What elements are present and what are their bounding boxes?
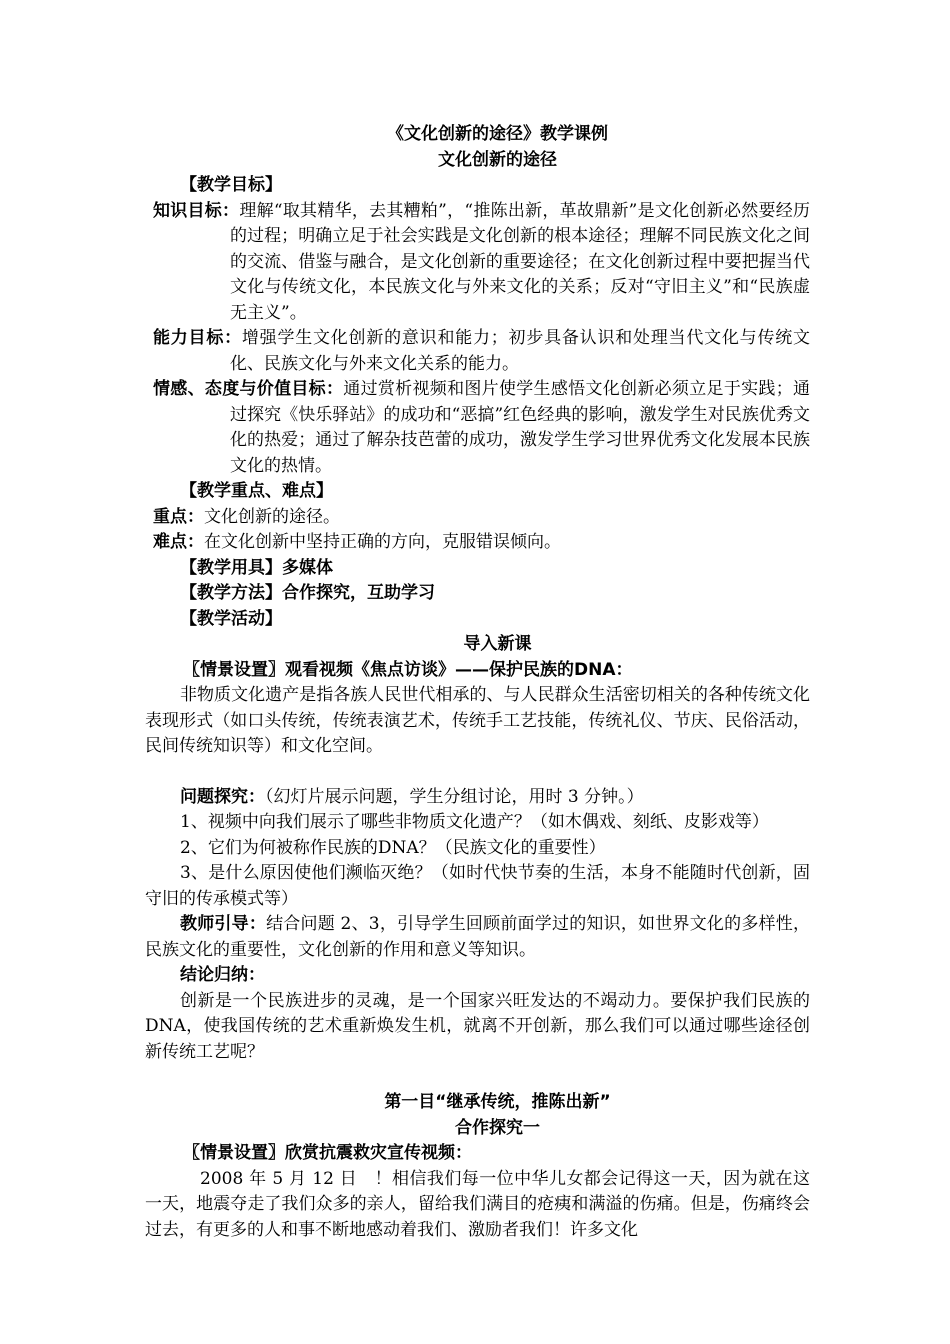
- key-label: 重点：: [153, 506, 204, 527]
- scene2-text: 2008 年 5 月 12 日 ！相信我们每一位中华儿女都会记得这一天，因为就在这一天，地震夺走了我们众多的亲人，留给我们满目的疮痍和满溢的伤痛。但是，伤痛终会过去，有更多的人和事不断地感动着我们、激励者我们！许多文化: [145, 1168, 810, 1240]
- ability-label: 能力目标：: [153, 328, 242, 348]
- question-3: 3、是什么原因使他们濒临灭绝？（如时代快节奏的生活，本身不能随时代创新，固守旧的传承模式等）: [145, 863, 810, 909]
- document-subtitle: 文化创新的途径: [438, 149, 557, 170]
- scene1-text: 非物质文化遗产是指各族人民世代相承的、与人民群众生活密切相关的各种传统文化表现形式（如口头传统，传统表演艺术，传统手工艺技能，传统礼仪、节庆、民俗活动，民间传统知识等）和文化空间。: [145, 685, 810, 756]
- spacer: [145, 760, 810, 785]
- difficult-text: 在文化创新中坚持正确的方向，克服错误倾向。: [204, 532, 561, 552]
- emotion-label: 情感、态度与价值目标：: [153, 379, 344, 399]
- knowledge-text: 理解“取其精华，去其糟粕”，“推陈出新，革故鼎新”是文化创新必然要经历的过程；明确立足于社会实践是文化创新的根本途径；理解不同民族文化之间的交流、借鉴与融合，是文化创新的重要途径；在文化创新过程中要把握当代文化与传统文化，本民族文化与外来文化的关系；反对“守旧主义”和“民族虚无主义”。: [230, 200, 810, 323]
- question-1: 1、视频中向我们展示了哪些非物质文化遗产？（如木偶戏、刻纸、皮影戏等）: [180, 812, 769, 832]
- tools-line: 【教学用具】多媒体: [180, 557, 333, 578]
- emotion-text: 通过赏析视频和图片使学生感悟文化创新必须立足于实践；通过探究《快乐驿站》的成功和“恶搞”红色经典的影响，激发学生对民族优秀文化的热爱；通过了解杂技芭蕾的成功，激发学生学习世界优秀文化发展本民族文化的热情。: [230, 379, 811, 476]
- teacher-text: 结合问题 2、3，引导学生回顾前面学过的知识，如世界文化的多样性，民族文化的重要性，文化创新的作用和意义等知识。: [145, 914, 810, 960]
- intro-heading: 导入新课: [463, 634, 532, 654]
- spacer: [145, 1065, 810, 1090]
- emotion-goal: [145, 377, 810, 479]
- conclusion-text: 创新是一个民族进步的灵魂，是一个国家兴旺发达的不竭动力。要保护我们民族的DNA，使我国传统的艺术重新焕发生机，就离不开创新，那么我们可以通过哪些途径创新传统工艺呢？: [145, 990, 810, 1062]
- question-text: （幻灯片展示问题，学生分组讨论，用时 3 分钟。）: [265, 786, 644, 807]
- document-body: [145, 122, 810, 1243]
- question-block: [145, 785, 810, 811]
- difficult-label: 难点：: [153, 532, 204, 552]
- method-line: 【教学方法】合作探究，互助学习: [180, 583, 435, 603]
- scene2-line: 〖情景设置〗欣赏抗震救灾宣传视频：: [183, 1143, 472, 1163]
- ability-goal: [145, 326, 810, 377]
- keypoints-header: 【教学重点、难点】: [180, 481, 333, 501]
- document-title: 《文化创新的途径》教学课例: [387, 124, 608, 144]
- key-point: [145, 505, 810, 531]
- scene1-line: 〖情景设置〗观看视频《焦点访谈》——保护民族的DNA：: [183, 659, 633, 680]
- ability-text: 增强学生文化创新的意识和能力；初步具备认识和处理当代文化与传统文化、民族文化与外来文化关系的能力。: [230, 328, 811, 374]
- conclusion-label: 结论归纳：: [180, 965, 265, 985]
- activity-header: 【教学活动】: [180, 608, 282, 629]
- key-text: 文化创新的途径。: [204, 506, 340, 527]
- teacher-label: 教师引导：: [180, 914, 267, 934]
- teacher-guidance: [145, 912, 810, 963]
- question-label: 问题探究：: [180, 786, 265, 807]
- knowledge-label: 知识目标：: [153, 200, 240, 221]
- goals-header: 【教学目标】: [180, 175, 282, 195]
- knowledge-goal: [145, 199, 810, 327]
- difficult-point: [145, 530, 810, 556]
- section1-heading: 第一目“继承传统，推陈出新”: [384, 1092, 611, 1112]
- coop1-heading: 合作探究一: [455, 1117, 540, 1138]
- question-2: 2、它们为何被称作民族的DNA？（民族文化的重要性）: [180, 837, 606, 858]
